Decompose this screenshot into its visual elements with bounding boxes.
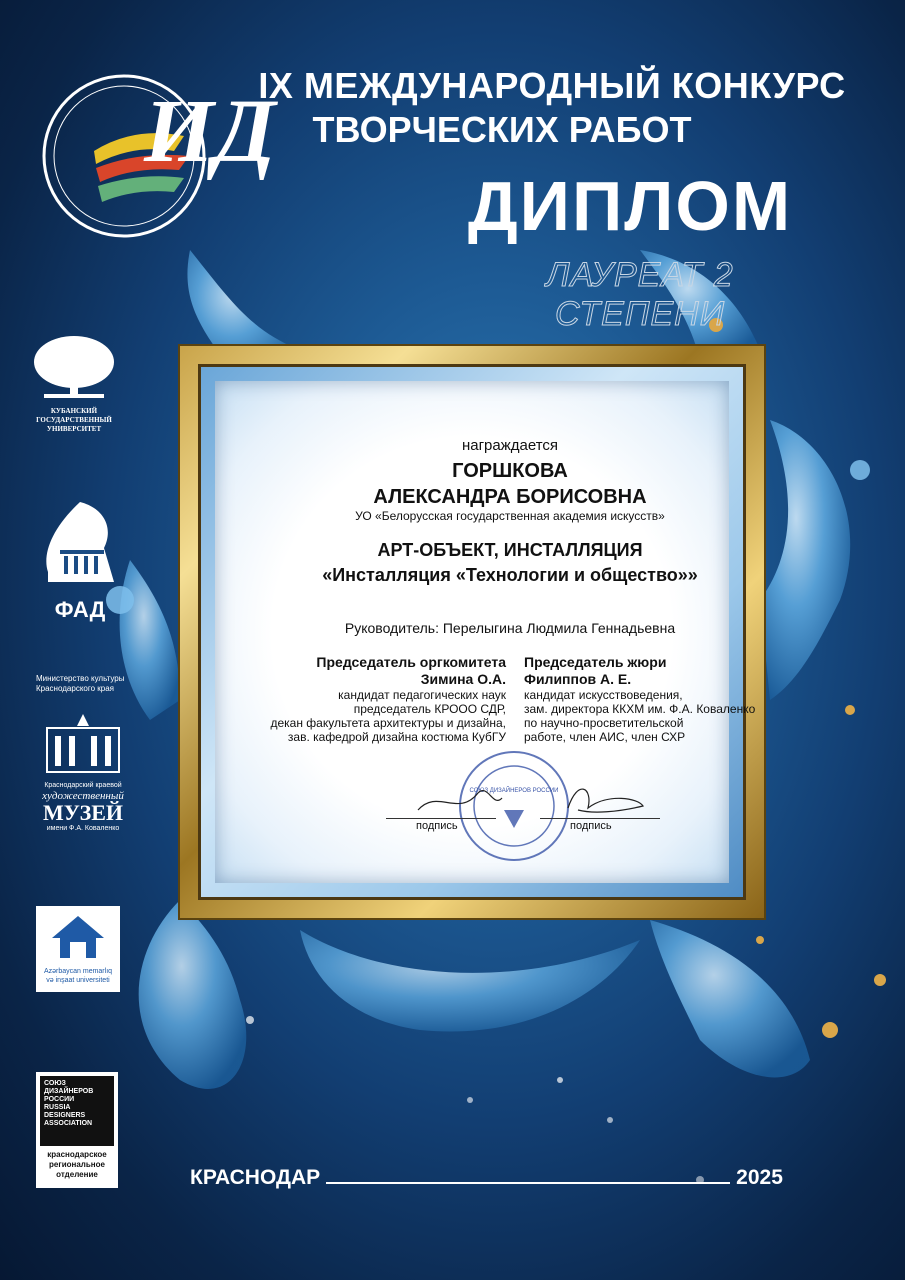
union-line4: RUSSIA <box>44 1104 71 1111</box>
jury-chair-line: зам. директора ККХМ им. Ф.А. Коваленко <box>524 702 756 716</box>
fad-building-icon <box>40 498 120 598</box>
right-signature-line <box>540 818 660 819</box>
museum-big: МУЗЕЙ <box>42 800 124 825</box>
union-line1: СОЮЗ <box>44 1080 66 1087</box>
tree-icon <box>29 332 119 402</box>
orgcommittee-chair-line: зав. кафедрой дизайна костюма КубГУ <box>287 730 506 744</box>
emblem-letters: ИД <box>144 82 276 181</box>
union-reg-line2: региональное <box>49 1160 105 1169</box>
union-line5: DESIGNERS <box>44 1112 86 1119</box>
right-signature-label: подпись <box>570 820 612 832</box>
fad-logo <box>40 498 120 623</box>
recipient-given-names: АЛЕКСАНДРА БОРИСОВНА <box>373 486 647 508</box>
stamp-and-signatures <box>378 748 678 868</box>
orgcommittee-chair-line: председатель КРООО СДР, <box>353 702 506 716</box>
ministry-label: Министерство культуры Краснодарского края <box>36 674 125 693</box>
recipient-surname: ГОРШКОВА <box>452 460 568 482</box>
jury-chair-line: кандидат искусствоведения, <box>524 688 683 702</box>
work-title: «Инсталляция «Технологии и общество»» <box>322 565 698 585</box>
azuniv-logo <box>36 906 120 992</box>
recipient-organization: УО «Белорусская государственная академия искусств» <box>355 509 665 523</box>
laureate-degree: ЛАУРЕАТ 2 СТЕПЕНИ <box>546 256 734 333</box>
jury-chair-line: по научно-просветительской <box>524 716 684 730</box>
footer-year: 2025 <box>736 1166 783 1189</box>
orgcommittee-chair-title: Председатель оргкомитета <box>316 654 506 670</box>
designers-union-logo <box>36 1072 118 1188</box>
left-signature-line <box>386 818 496 819</box>
stamp-text: СОЮЗ ДИЗАЙНЕРОВ РОССИИ <box>469 788 559 794</box>
orgcommittee-chair-block <box>240 654 506 744</box>
contest-title-line1: IX МЕЖДУНАРОДНЫЙ КОНКУРС <box>258 65 846 106</box>
museum-mid: художественный <box>42 790 124 802</box>
orgcommittee-chair-line: декан факультета архитектуры и дизайна, <box>270 716 506 730</box>
union-line3: РОССИИ <box>44 1096 75 1103</box>
museum-logo <box>36 712 130 833</box>
awarded-label: награждается <box>461 437 559 454</box>
union-line6: ASSOCIATION <box>44 1120 93 1127</box>
kubsu-logo <box>24 332 124 434</box>
footer-place-date <box>190 1164 810 1190</box>
supervisor-line: Руководитель: Перелыгина Людмила Геннадьевна <box>344 620 676 636</box>
jury-chair-line: работе, член АИС, член СХР <box>524 730 686 744</box>
kubsu-label: КУБАНСКИЙ ГОСУДАРСТВЕННЫЙ УНИВЕРСИТЕТ <box>36 407 112 433</box>
footer-city: КРАСНОДАР <box>190 1166 321 1189</box>
azuniv-line2: və inşaat universiteti <box>46 977 110 984</box>
museum-bottom: имени Ф.А. Коваленко <box>46 825 120 832</box>
orgcommittee-chair-name: Зимина О.А. <box>420 671 506 687</box>
contest-title-line2: ТВОРЧЕСКИХ РАБОТ <box>312 109 692 150</box>
house-icon <box>48 912 108 962</box>
jury-chair-block <box>524 654 770 744</box>
museum-building-icon <box>41 712 125 776</box>
union-line2: ДИЗАЙНЕРОВ <box>44 1088 94 1095</box>
azuniv-line1: Azərbaycan memarlıq <box>43 968 113 975</box>
left-signature-label: подпись <box>416 820 458 832</box>
union-reg-line3: отделение <box>56 1170 98 1179</box>
museum-top: Краснодарский краевой <box>44 782 122 789</box>
recipient-name <box>300 458 720 510</box>
orgcommittee-chair-line: кандидат педагогических наук <box>338 688 506 702</box>
nomination <box>280 538 740 588</box>
footer-underline <box>326 1164 730 1184</box>
jury-chair-name: Филиппов А. Е. <box>524 671 632 687</box>
nomination-category: АРТ-ОБЪЕКТ, ИНСТАЛЛЯЦИЯ <box>377 540 643 560</box>
fad-label: ФАД <box>54 597 106 622</box>
contest-emblem-logo <box>24 56 276 256</box>
union-reg-line1: краснодарское <box>47 1150 107 1159</box>
diploma-heading: ДИПЛОМ <box>467 167 793 245</box>
jury-chair-title: Председатель жюри <box>524 654 667 670</box>
